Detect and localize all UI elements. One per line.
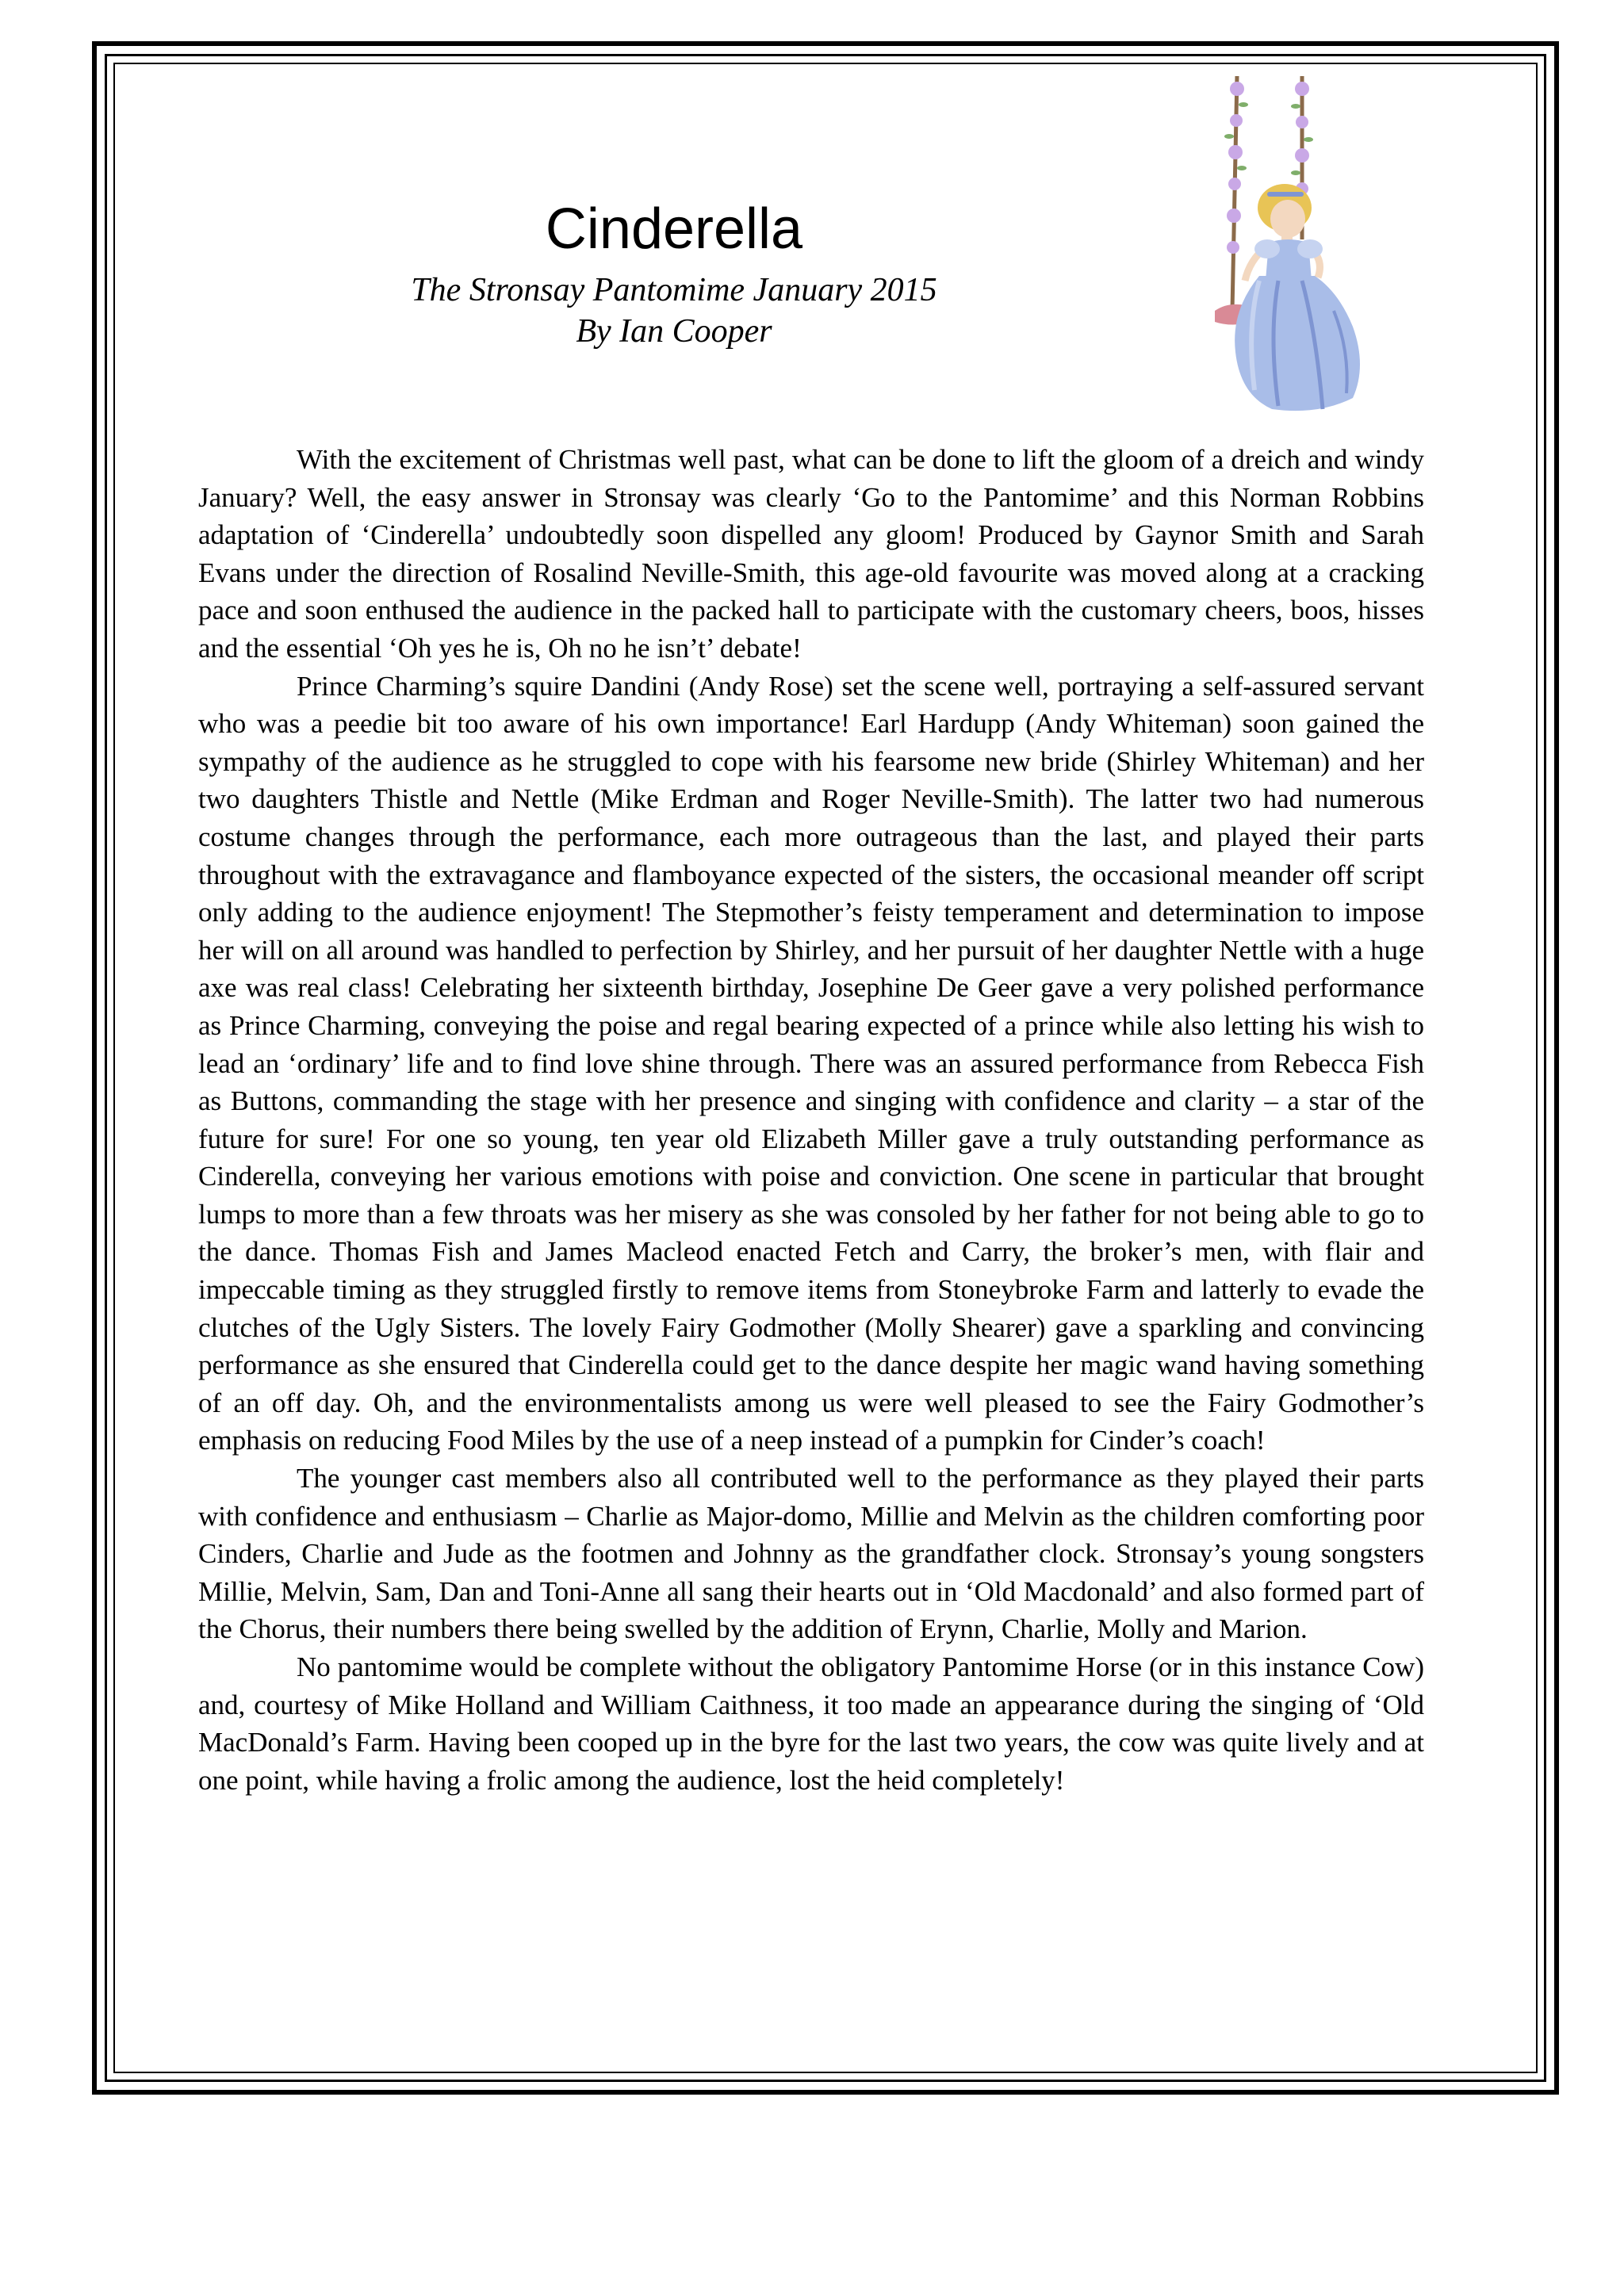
subtitle-block: [317, 270, 1031, 352]
article-paragraph: No pantomime would be complete without the obligatory Pantomime Horse (or in this instance Cow) and, courtesy of Mike Holland and William Caithness, it too made an appearance during the singing of ‘Old MacDonald’s Farm. Having been cooped up in the byre for the last two years, the cow was quite lively and at one point, while having a frolic among the audience, lost the heid completely!: [198, 1651, 1424, 1796]
article-paragraph: The younger cast members also all contributed well to the performance as they played their parts with confidence and enthusiasm – Charlie as Major-domo, Millie and Melvin as the children comforting poor Cinders, Charlie and Jude as the footmen and Johnny as the grandfather clock. Stronsay’s young songsters Millie, Melvin, Sam, Dan and Toni-Anne all sang their hearts out in ‘Old Macdonald’ and also formed part of the Chorus, their numbers there being swelled by the addition of Erynn, Charlie, Molly and Marion.: [198, 1463, 1424, 1645]
event-subtitle: The Stronsay Pantomime January 2015: [411, 272, 937, 308]
cinderella-on-swing-icon: [1183, 73, 1381, 415]
article-paragraph: With the excitement of Christmas well past, what can be done to lift the gloom of a dreich and windy January? Well, the easy answer in Stronsay was clearly ‘Go to the Pantomime’ and this Norman Robbins adaptation of ‘Cinderella’ undoubtedly soon dispelled any gloom! Produced by Gaynor Smith and Sarah Evans under the direction of Rosalind Neville-Smith, this age-old favourite was moved along at a cracking pace and soon enthused the audience in the packed hall to participate with the customary cheers, boos, hisses and the essential ‘Oh yes he is, Oh no he isn’t’ debate!: [198, 444, 1424, 664]
author-byline: By Ian Cooper: [576, 313, 772, 350]
page-title: Cinderella: [545, 197, 803, 261]
article-paragraph: Prince Charming’s squire Dandini (Andy Rose) set the scene well, portraying a self-assured servant who was a peedie bit too aware of his own importance! Earl Hardupp (Andy Whiteman) soon gained the sympathy of the audience as he struggled to cope with his fearsome new bride (Shirley Whiteman) and her two daughters Thistle and Nettle (Mike Erdman and Roger Neville-Smith). The latter two had numerous costume changes through the performance, each more outrageous than the last, and played their parts throughout with the extravagance and flamboyance expected of the sisters, the occasional meander off script only adding to the audience enjoyment! The Stepmother’s feisty temperament and determination to impose her will on all around was handled to perfection by Shirley, and her pursuit of her daughter Nettle with a huge axe was real class! Celebrating her sixteenth birthday, Josephine De Geer gave a very polished performance as Prince Charming, conveying the poise and regal bearing expected of a prince while also letting his wish to lead an ‘ordinary’ life and to find love shine through. There was an assured performance from Rebecca Fish as Buttons, commanding the stage with her presence and singing with confidence and clarity – a star of the future for sure! For one so young, ten year old Elizabeth Miller gave a truly outstanding performance as Cinderella, conveying her various emotions with poise and conviction. One scene in particular that brought lumps to more than a few throats was her misery as she was consoled by her father for not being able to go to the dance. Thomas Fish and James Macleod enacted Fetch and Carry, the broker’s men, with flair and impeccable timing as they struggled firstly to remove items from Stoneybroke Farm and latterly to evade the clutches of the Ugly Sisters. The lovely Fairy Godmother (Molly Shearer) gave a sparkling and convincing performance as she ensured that Cinderella could get to the dance despite her magic wand having something of an off day. Oh, and the environmentalists among us were well pleased to see the Fairy Godmother’s emphasis on reducing Food Miles by the use of a neep instead of a pumpkin for Cinder’s coach!: [198, 670, 1424, 1456]
article-body: [198, 441, 1424, 1799]
